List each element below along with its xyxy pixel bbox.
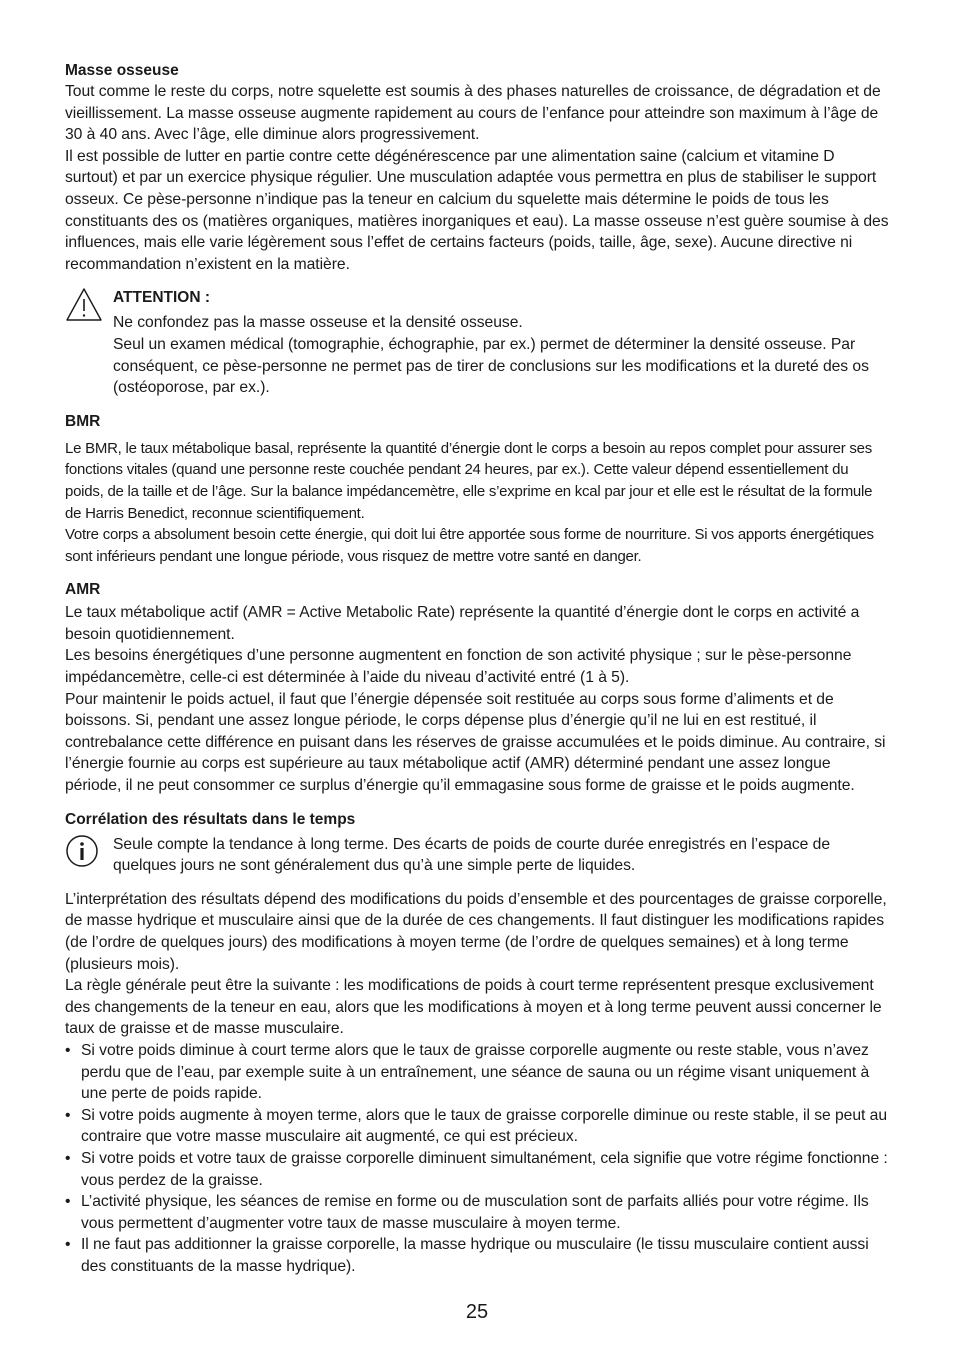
info-notice [65,834,889,877]
bullet-marker: • [65,1041,71,1059]
list-item [65,1191,889,1234]
list-item-text: Si votre poids et votre taux de graisse corporelle diminuent simultanément, cela signifie que votre régime fonctionne : vous perdez de la graisse. [81,1149,888,1189]
bone-mass-paragraph-2: Il est possible de lutter en partie contre cette dégénérescence par une alimentation saine (calcium et vitamine D surtout) et par un exercice physique régulier. Une musculation adaptée vous permettra en plus de stabiliser le support osseux. Ce pèse-personne n’indique pas la teneur en calcium du squelette mais détermine le poids de tous les constituants des os (matières organiques, matières inorganiques et eau). La masse osseuse n’est guère soumise à des influences, mais elle varie légèrement sous l’effet de certains facteurs (poids, taille, âge, sexe). Aucune directive ni recommandation n’existent en la matière. [65,147,889,273]
list-item [65,1105,889,1148]
bone-mass-paragraph-1: Tout comme le reste du corps, notre squelette est soumis à des phases naturelles de croissance, de dégradation et de vieillissement. La masse osseuse augmente rapidement au cours de l’enfance pour atteindre son maximum à l’âge de 30 à 40 ans. Avec l’âge, elle diminue alors progressivement. [65,83,881,144]
amr-paragraph-2: Les besoins énergétiques d’une personne augmentent en fonction de son activité physique ; sur le pèse-personne impédancemètre, celle-ci est déterminée à l’aide du niveau d’activité entré (1 à 5). [65,647,852,687]
page-number: 25 [465,1301,489,1323]
list-item [65,1148,889,1191]
bmr-heading: BMR [65,412,101,430]
bullet-marker: • [65,1106,71,1124]
attention-notice [65,287,889,398]
amr-paragraph-1: Le taux métabolique actif (AMR = Active Metabolic Rate) représente la quantité d’énergie dont le corps en activité a besoin quotidiennement. [65,604,860,643]
correlation-paragraph-2: La règle générale peut être la suivante : les modifications de poids à court terme représentent presque exclusivement des changements de la teneur en eau, alors que les modifications à moyen et à long terme peuvent aussi concerner le taux de graisse et de masse musculaire. [65,977,882,1038]
amr-heading: AMR [65,581,101,599]
bmr-paragraph-1: Le BMR, le taux métabolique basal, représente la quantité d’énergie dont le corps a besoin au repos complet pour assurer ses fonctions vitales (quand une personne reste couchée pendant 24 heures, par ex.). Cette valeur dépend essentiellement du poids, de la taille et de l’âge. Sur la balance impédancemètre, elle s’exprime en kcal par jour et elle est le résultat de la formule de Harris Benedict, reconnue scientifiquement. [65,439,873,522]
bullet-marker: • [65,1193,71,1211]
warning-triangle-icon [65,287,103,328]
attention-line-1: Ne confondez pas la masse osseuse et la densité osseuse. [113,314,523,332]
bone-mass-heading: Masse osseuse [65,62,179,79]
attention-line-2: Seul un examen médical (tomographie, échographie, par ex.) permet de déterminer la densité osseuse. Par conséquent, ce pèse-personne ne permet pas de tirer de conclusions sur les modifications et la dureté des os (ostéoporose, par ex.). [113,335,869,397]
info-circle-icon [65,834,99,873]
attention-heading: ATTENTION : [113,289,211,307]
correlation-paragraph-1: L’interprétation des résultats dépend des modifications du poids d’ensemble et des pourcentages de graisse corporelle, de masse hydrique et musculaire ainsi que de la durée de ces changements. Il faut distinguer les modifications rapides (de l’ordre de quelques jours) des modifications à moyen terme (de l’ordre de quelques semaines) et à long terme (plusieurs mois). [65,890,887,973]
list-item [65,1234,889,1277]
correlation-heading: Corrélation des résultats dans le temps [65,810,356,828]
amr-paragraph-3: Pour maintenir le poids actuel, il faut que l’énergie dépensée soit restituée au corps sous forme d’aliments et de boissons. Si, pendant une assez longue période, le corps dépense plus d’énergie qu’il ne lui en est restitué, il contrebalance cette différence en puisant dans les réserves de graisse accumulées et le poids diminue. Au contraire, si l’énergie fournie au corps est supérieure au taux métabolique actif (AMR) déterminé pendant une assez longue période, il ne peut consommer ce surplus d’énergie qu’il emmagasine sous forme de graisse et le poids augmente. [65,690,886,795]
bmr-paragraph-2: Votre corps a absolument besoin cette énergie, qui doit lui être apportée sous forme de nourriture. Si vos apports énergétiques sont inférieurs pendant une longue période, vous risquez de mettre votre santé en danger. [65,526,874,565]
info-text: Seule compte la tendance à long terme. Des écarts de poids de courte durée enregistrés en l’espace de quelques jours ne sont généralement dus qu’à une simple perte de liquides. [113,835,831,875]
list-item-text: L’activité physique, les séances de remise en forme ou de musculation sont de parfaits alliés pour votre régime. Ils vous permettent d’augmenter votre taux de masse musculaire à moyen terme. [81,1193,869,1232]
bullet-marker: • [65,1236,71,1254]
list-item-text: Si votre poids augmente à moyen terme, alors que le taux de graisse corporelle diminue ou reste stable, il se peut au contraire que votre masse musculaire ait augmenté, ce qui est précieux. [81,1106,887,1146]
bullet-marker: • [65,1149,71,1167]
list-item-text: Il ne faut pas additionner la graisse corporelle, la masse hydrique ou musculaire (le tissu musculaire contient aussi des constituants de la masse hydrique). [81,1236,869,1275]
correlation-bullet-list [65,1040,889,1278]
list-item-text: Si votre poids diminue à court terme alors que le taux de graisse corporelle augmente ou reste stable, vous n’avez perdu que de l’eau, par exemple suite à un entraînement, une séance de sauna ou un régime visant uniquement à une perte de poids rapide. [81,1041,870,1103]
list-item [65,1040,889,1105]
document-page [65,60,889,1278]
